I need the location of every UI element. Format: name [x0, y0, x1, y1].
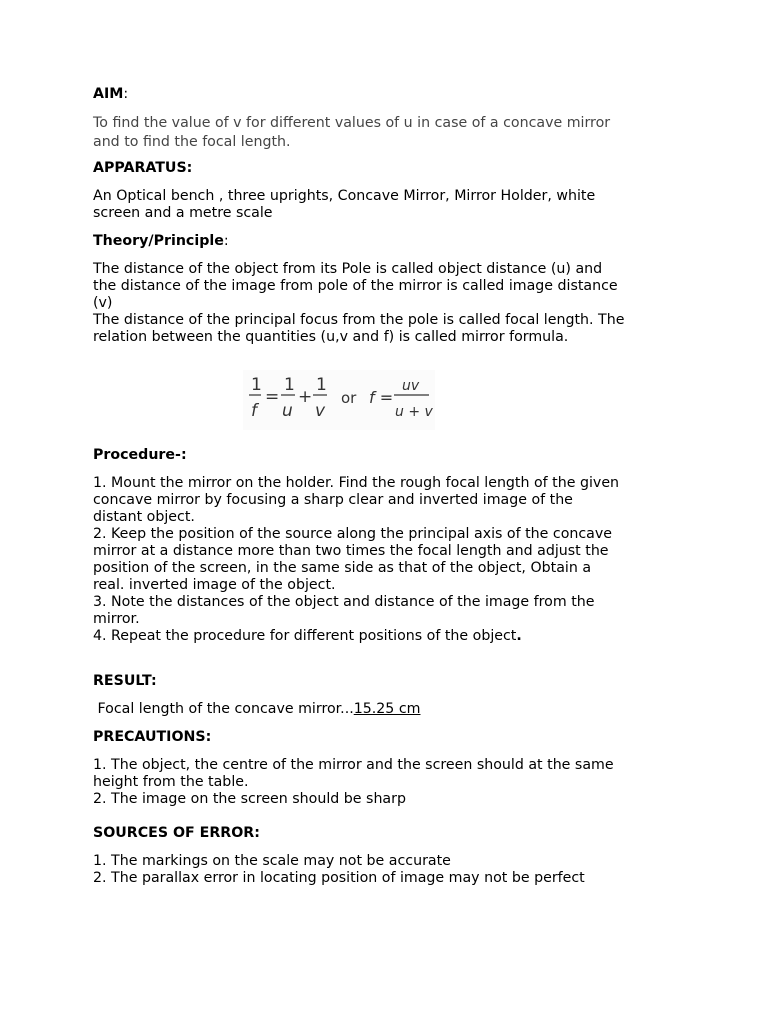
formula-plus: + [298, 387, 313, 407]
apparatus-line: screen and a metre scale [93, 205, 273, 221]
errors-heading: SOURCES OF ERROR: [93, 825, 260, 841]
mirror-formula-graphic [243, 370, 435, 430]
formula-uv: uv [402, 378, 420, 394]
formula-u: u [282, 401, 293, 421]
apparatus-text [93, 188, 693, 222]
theory-text [93, 261, 693, 346]
theory-line: The distance of the object from its Pole is called object distance (u) and [93, 261, 603, 277]
procedure-line: 2. Keep the position of the source along the principal axis of the concave [93, 526, 612, 542]
errors-text [93, 853, 693, 887]
procedure-line: mirror at a distance more than two times the focal length and adjust the [93, 543, 609, 559]
mirror-formula [243, 370, 435, 430]
precaution-line: height from the table. [93, 774, 249, 790]
result-heading: RESULT: [93, 673, 157, 689]
formula-u-plus-v: u + v [395, 404, 433, 420]
theory-heading-line [93, 233, 693, 250]
precaution-line: 1. The object, the centre of the mirror and the screen should at the same [93, 757, 614, 773]
precaution-line: 2. The image on the screen should be sharp [93, 791, 406, 807]
aim-line: and to find the focal length. [93, 134, 291, 150]
procedure-line: 1. Mount the mirror on the holder. Find the rough focal length of the given [93, 475, 620, 491]
precautions-text [93, 757, 693, 808]
formula-numerator-one: 1 [251, 375, 262, 395]
formula-f-equals: f = [369, 388, 394, 407]
procedure-line: mirror. [93, 611, 140, 627]
theory-line: (v) [93, 295, 113, 311]
document-content [93, 86, 693, 887]
apparatus-line: An Optical bench , three uprights, Concave Mirror, Mirror Holder, white [93, 188, 596, 204]
aim-heading-line [93, 86, 693, 103]
procedure-line: position of the screen, in the same side as that of the object, Obtain a [93, 560, 592, 576]
result-value: 15.25 cm [353, 701, 421, 717]
aim-colon: : [123, 86, 129, 102]
procedure-last-dot: . [516, 628, 522, 644]
theory-line: relation between the quantities (u,v and f) is called mirror formula. [93, 329, 569, 345]
procedure-last-line-text: 4. Repeat the procedure for different positions of the object [93, 628, 517, 644]
procedure-line: real. inverted image of the object. [93, 577, 336, 593]
apparatus-heading: APPARATUS: [93, 160, 193, 176]
procedure-last-line [93, 628, 693, 645]
formula-or: or [341, 389, 357, 407]
error-line: 2. The parallax error in locating position of image may not be perfect [93, 870, 585, 886]
theory-colon: : [223, 233, 229, 249]
formula-numerator-one: 1 [316, 375, 327, 395]
formula-numerator-one: 1 [284, 375, 295, 395]
error-line: 1. The markings on the scale may not be accurate [93, 853, 451, 869]
formula-f: f [251, 401, 257, 421]
aim-text [93, 114, 693, 152]
formula-equals: = [265, 387, 280, 407]
procedure-line: 3. Note the distances of the object and distance of the image from the [93, 594, 595, 610]
procedure-text [93, 475, 693, 645]
aim-heading: AIM [93, 86, 124, 102]
formula-v: v [315, 401, 326, 421]
theory-line: The distance of the principal focus from the pole is called focal length. The [93, 312, 625, 328]
procedure-line: concave mirror by focusing a sharp clear and inverted image of the [93, 492, 573, 508]
aim-line: To find the value of v for different values of u in case of a concave mirror [93, 115, 611, 131]
procedure-heading: Procedure-: [93, 447, 187, 463]
theory-line: the distance of the image from pole of the mirror is called image distance [93, 278, 618, 294]
precautions-heading: PRECAUTIONS: [93, 729, 212, 745]
procedure-line: distant object. [93, 509, 195, 525]
theory-heading: Theory/Principle [93, 233, 224, 249]
result-label: Focal length of the concave mirror... [93, 701, 354, 717]
result-line [93, 701, 693, 718]
